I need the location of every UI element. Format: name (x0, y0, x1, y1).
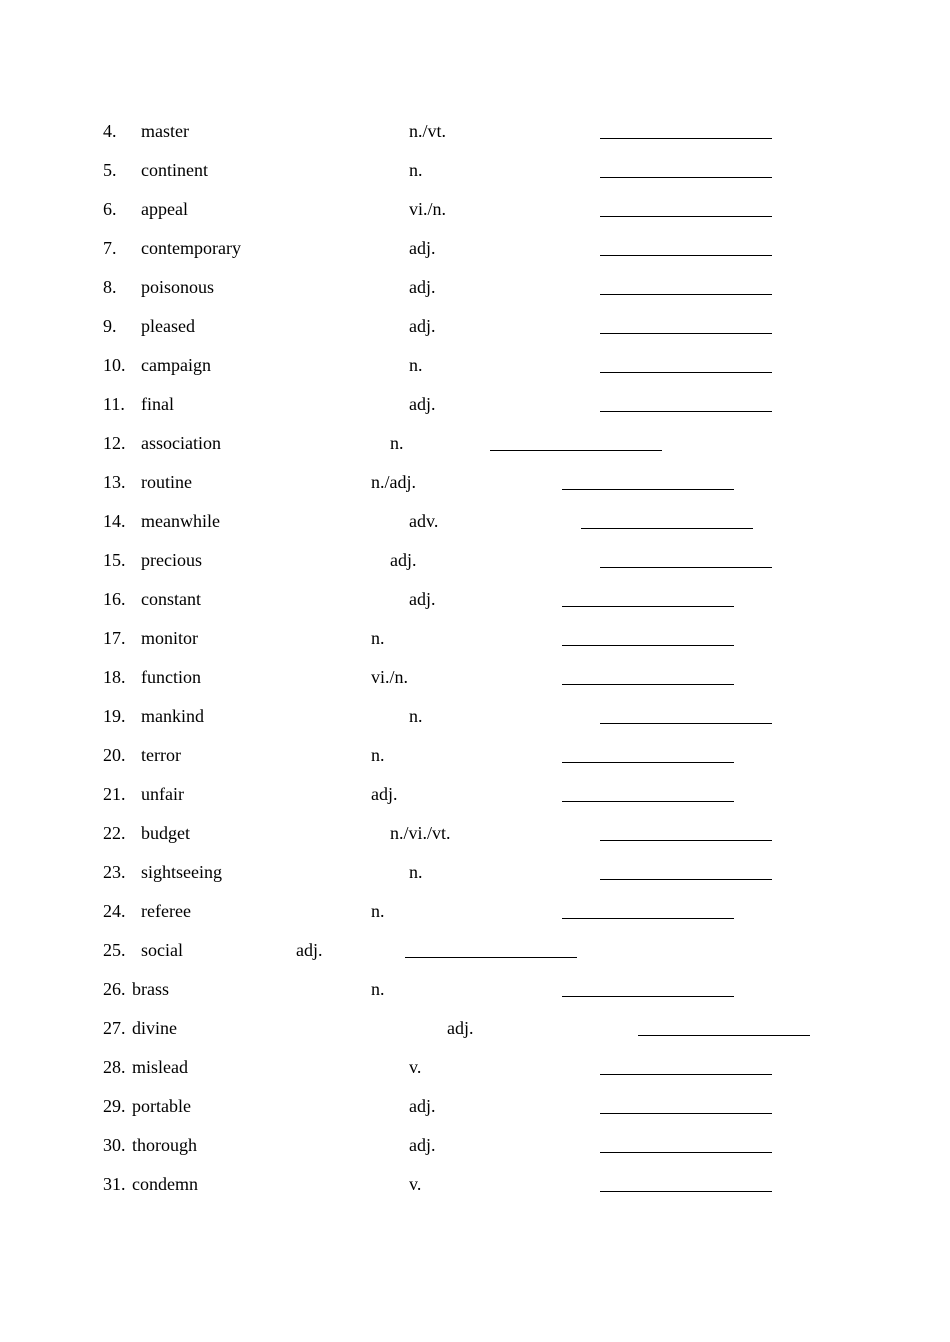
item-number: 23. (103, 862, 126, 882)
part-of-speech: adj. (409, 1096, 436, 1116)
answer-blank[interactable] (562, 996, 734, 997)
part-of-speech: v. (409, 1057, 422, 1077)
part-of-speech: vi./n. (371, 667, 409, 687)
answer-blank[interactable] (562, 684, 734, 685)
vocabulary-word: routine (141, 472, 192, 492)
part-of-speech: adj. (371, 784, 398, 804)
part-of-speech: n. (390, 433, 404, 453)
item-number: 10. (103, 355, 126, 375)
vocabulary-row (0, 1172, 950, 1196)
part-of-speech: adj. (296, 940, 323, 960)
vocabulary-word: constant (141, 589, 201, 609)
vocabulary-row (0, 743, 950, 767)
vocabulary-word: appeal (141, 199, 188, 219)
answer-blank[interactable] (600, 372, 772, 373)
answer-blank[interactable] (600, 333, 772, 334)
answer-blank[interactable] (600, 723, 772, 724)
answer-blank[interactable] (600, 411, 772, 412)
vocabulary-word: budget (141, 823, 190, 843)
item-number: 11. (103, 394, 125, 414)
vocabulary-word: portable (132, 1096, 191, 1116)
vocabulary-row (0, 353, 950, 377)
vocabulary-row (0, 197, 950, 221)
vocabulary-row (0, 1094, 950, 1118)
vocabulary-word: terror (141, 745, 181, 765)
item-number: 30. (103, 1135, 126, 1155)
vocabulary-word: brass (132, 979, 169, 999)
vocabulary-row (0, 782, 950, 806)
answer-blank[interactable] (600, 840, 772, 841)
part-of-speech: n. (409, 706, 423, 726)
answer-blank[interactable] (405, 957, 577, 958)
part-of-speech: adj. (409, 589, 436, 609)
vocabulary-word: monitor (141, 628, 198, 648)
vocabulary-row (0, 587, 950, 611)
item-number: 17. (103, 628, 126, 648)
item-number: 28. (103, 1057, 126, 1077)
answer-blank[interactable] (600, 177, 772, 178)
item-number: 21. (103, 784, 126, 804)
item-number: 29. (103, 1096, 126, 1116)
vocabulary-row (0, 899, 950, 923)
answer-blank[interactable] (600, 1074, 772, 1075)
answer-blank[interactable] (562, 606, 734, 607)
vocabulary-row (0, 860, 950, 884)
vocabulary-row (0, 1133, 950, 1157)
part-of-speech: adj. (409, 316, 436, 336)
vocabulary-row (0, 977, 950, 1001)
answer-blank[interactable] (600, 1191, 772, 1192)
part-of-speech: adj. (409, 238, 436, 258)
vocabulary-row (0, 431, 950, 455)
part-of-speech: v. (409, 1174, 422, 1194)
part-of-speech: n. (409, 160, 423, 180)
answer-blank[interactable] (562, 489, 734, 490)
vocabulary-row (0, 1055, 950, 1079)
vocabulary-word: thorough (132, 1135, 197, 1155)
vocabulary-word: social (141, 940, 183, 960)
answer-blank[interactable] (562, 762, 734, 763)
part-of-speech: adv. (409, 511, 439, 531)
vocabulary-row (0, 314, 950, 338)
item-number: 26. (103, 979, 126, 999)
item-number: 8. (103, 277, 117, 297)
answer-blank[interactable] (638, 1035, 810, 1036)
vocabulary-word: final (141, 394, 174, 414)
vocabulary-word: unfair (141, 784, 184, 804)
item-number: 12. (103, 433, 126, 453)
answer-blank[interactable] (600, 138, 772, 139)
item-number: 13. (103, 472, 126, 492)
item-number: 5. (103, 160, 117, 180)
part-of-speech: n./adj. (371, 472, 416, 492)
vocabulary-word: divine (132, 1018, 177, 1038)
item-number: 25. (103, 940, 126, 960)
vocabulary-row (0, 158, 950, 182)
vocabulary-word: condemn (132, 1174, 198, 1194)
answer-blank[interactable] (600, 1113, 772, 1114)
answer-blank[interactable] (600, 255, 772, 256)
vocabulary-row (0, 392, 950, 416)
answer-blank[interactable] (600, 1152, 772, 1153)
vocabulary-row (0, 938, 950, 962)
part-of-speech: n./vi./vt. (390, 823, 451, 843)
part-of-speech: adj. (447, 1018, 474, 1038)
vocabulary-row (0, 704, 950, 728)
part-of-speech: adj. (390, 550, 417, 570)
answer-blank[interactable] (490, 450, 662, 451)
vocabulary-row (0, 1016, 950, 1040)
vocabulary-word: mankind (141, 706, 204, 726)
part-of-speech: n. (371, 628, 385, 648)
part-of-speech: n. (409, 862, 423, 882)
vocabulary-word: mislead (132, 1057, 188, 1077)
vocabulary-word: precious (141, 550, 202, 570)
item-number: 27. (103, 1018, 126, 1038)
vocabulary-word: contemporary (141, 238, 241, 258)
item-number: 4. (103, 121, 117, 141)
part-of-speech: n. (371, 745, 385, 765)
vocabulary-word: sightseeing (141, 862, 222, 882)
part-of-speech: adj. (409, 1135, 436, 1155)
vocabulary-word: pleased (141, 316, 195, 336)
item-number: 15. (103, 550, 126, 570)
item-number: 19. (103, 706, 126, 726)
item-number: 6. (103, 199, 117, 219)
item-number: 14. (103, 511, 126, 531)
item-number: 20. (103, 745, 126, 765)
vocabulary-row (0, 665, 950, 689)
part-of-speech: n./vt. (409, 121, 447, 141)
vocabulary-row (0, 626, 950, 650)
answer-blank[interactable] (562, 645, 734, 646)
vocabulary-row (0, 119, 950, 143)
part-of-speech: n. (371, 901, 385, 921)
vocabulary-word: poisonous (141, 277, 215, 297)
vocabulary-row (0, 470, 950, 494)
item-number: 31. (103, 1174, 126, 1194)
part-of-speech: n. (371, 979, 385, 999)
item-number: 7. (103, 238, 117, 258)
answer-blank[interactable] (562, 918, 734, 919)
item-number: 18. (103, 667, 126, 687)
vocabulary-word: master (141, 121, 189, 141)
part-of-speech: vi./n. (409, 199, 447, 219)
vocabulary-word: referee (141, 901, 191, 921)
answer-blank[interactable] (600, 567, 772, 568)
item-number: 9. (103, 316, 117, 336)
vocabulary-word: function (141, 667, 201, 687)
answer-blank[interactable] (600, 294, 772, 295)
vocabulary-word: campaign (141, 355, 211, 375)
vocabulary-row (0, 548, 950, 572)
vocabulary-word: continent (141, 160, 208, 180)
item-number: 22. (103, 823, 126, 843)
answer-blank[interactable] (600, 879, 772, 880)
part-of-speech: n. (409, 355, 423, 375)
answer-blank[interactable] (600, 216, 772, 217)
vocabulary-row (0, 275, 950, 299)
vocabulary-row (0, 236, 950, 260)
answer-blank[interactable] (562, 801, 734, 802)
answer-blank[interactable] (581, 528, 753, 529)
part-of-speech: adj. (409, 277, 436, 297)
part-of-speech: adj. (409, 394, 436, 414)
vocabulary-row (0, 509, 950, 533)
item-number: 16. (103, 589, 126, 609)
vocabulary-row (0, 821, 950, 845)
vocabulary-word: association (141, 433, 221, 453)
vocabulary-word: meanwhile (141, 511, 220, 531)
item-number: 24. (103, 901, 126, 921)
